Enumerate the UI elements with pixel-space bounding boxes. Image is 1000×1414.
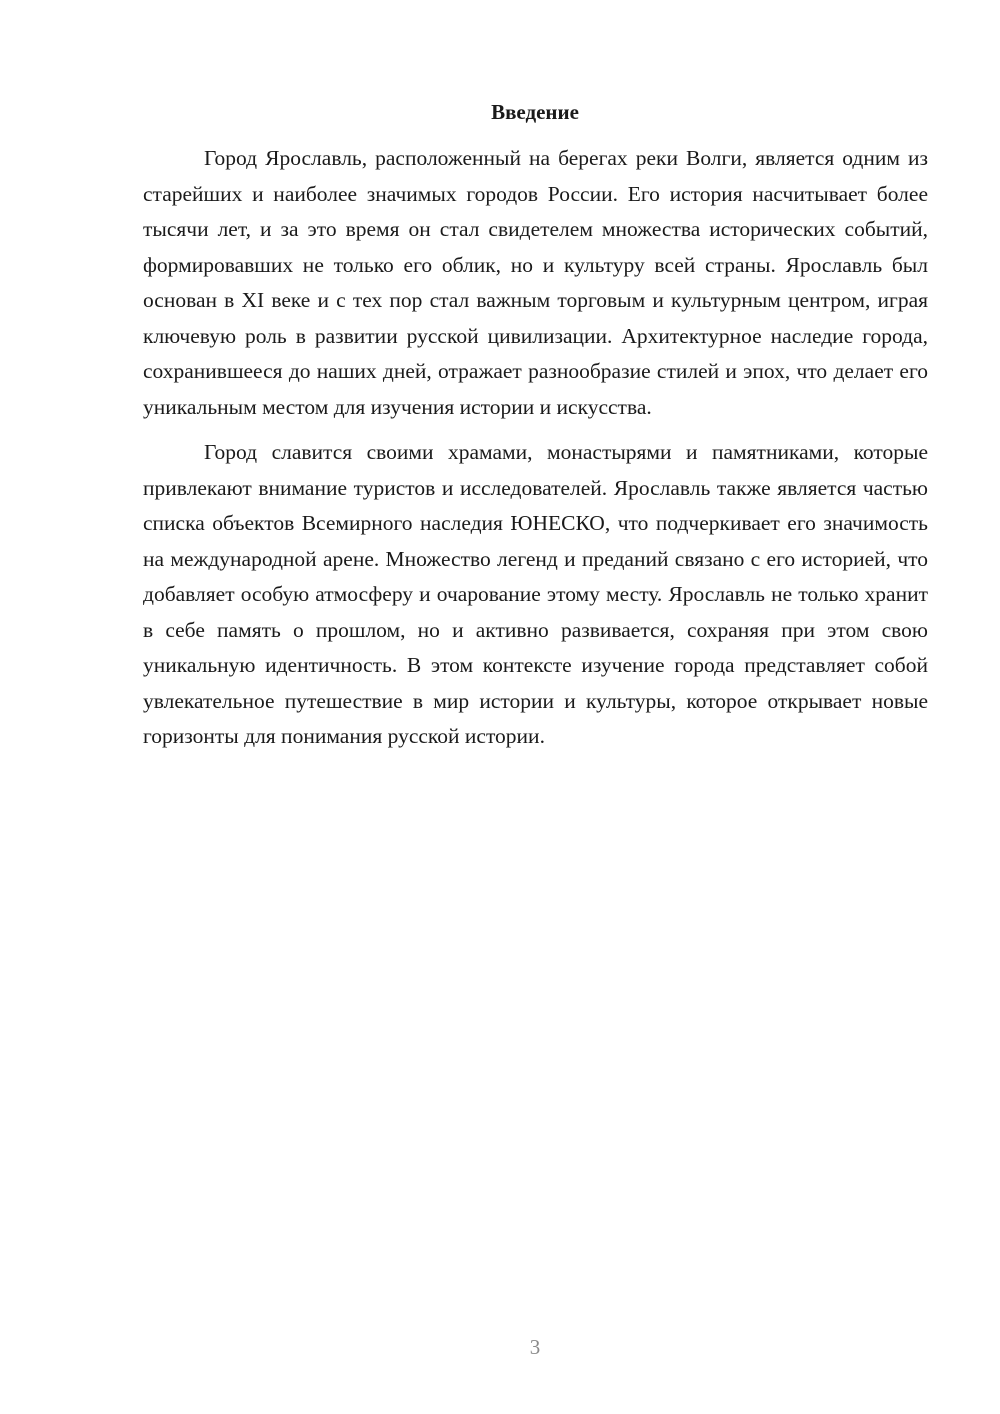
page-number: 3 bbox=[529, 1335, 541, 1359]
paragraph-1: Город Ярославль, расположенный на берегах реки Волги, является одним из старейших и наиболее значимых городов России. Его история насчитывает более тысячи лет, и за это время он стал свидетелем множества исторических событий, формировавших не только его облик, но и культуру всей страны. Ярославль был основан в XI веке и с тех пор стал важным торговым и культурным центром, играя ключевую роль в развитии русской цивилизации. Архитектурное наследие города, сохранившееся до наших дней, отражает разнообразие стилей и эпох, что делает его уникальным местом для изучения истории и искусства. bbox=[143, 146, 928, 419]
paragraph-2: Город славится своими храмами, монастырями и памятниками, которые привлекают внимание туристов и исследователей. Ярославль также является частью списка объектов Всемирного наследия ЮНЕСКО, что подчеркивает его значимость на международной арене. Множество легенд и преданий связано с его историей, что добавляет особую атмосферу и очарование этому месту. Ярославль не только хранит в себе память о прошлом, но и активно развивается, сохраняя при этом свою уникальную идентичность. В этом контексте изучение города представляет собой увлекательное путешествие в мир истории и культуры, которое открывает новые горизонты для понимания русской истории. bbox=[143, 440, 928, 748]
section-heading: Введение bbox=[491, 100, 579, 124]
body-text bbox=[143, 141, 928, 755]
